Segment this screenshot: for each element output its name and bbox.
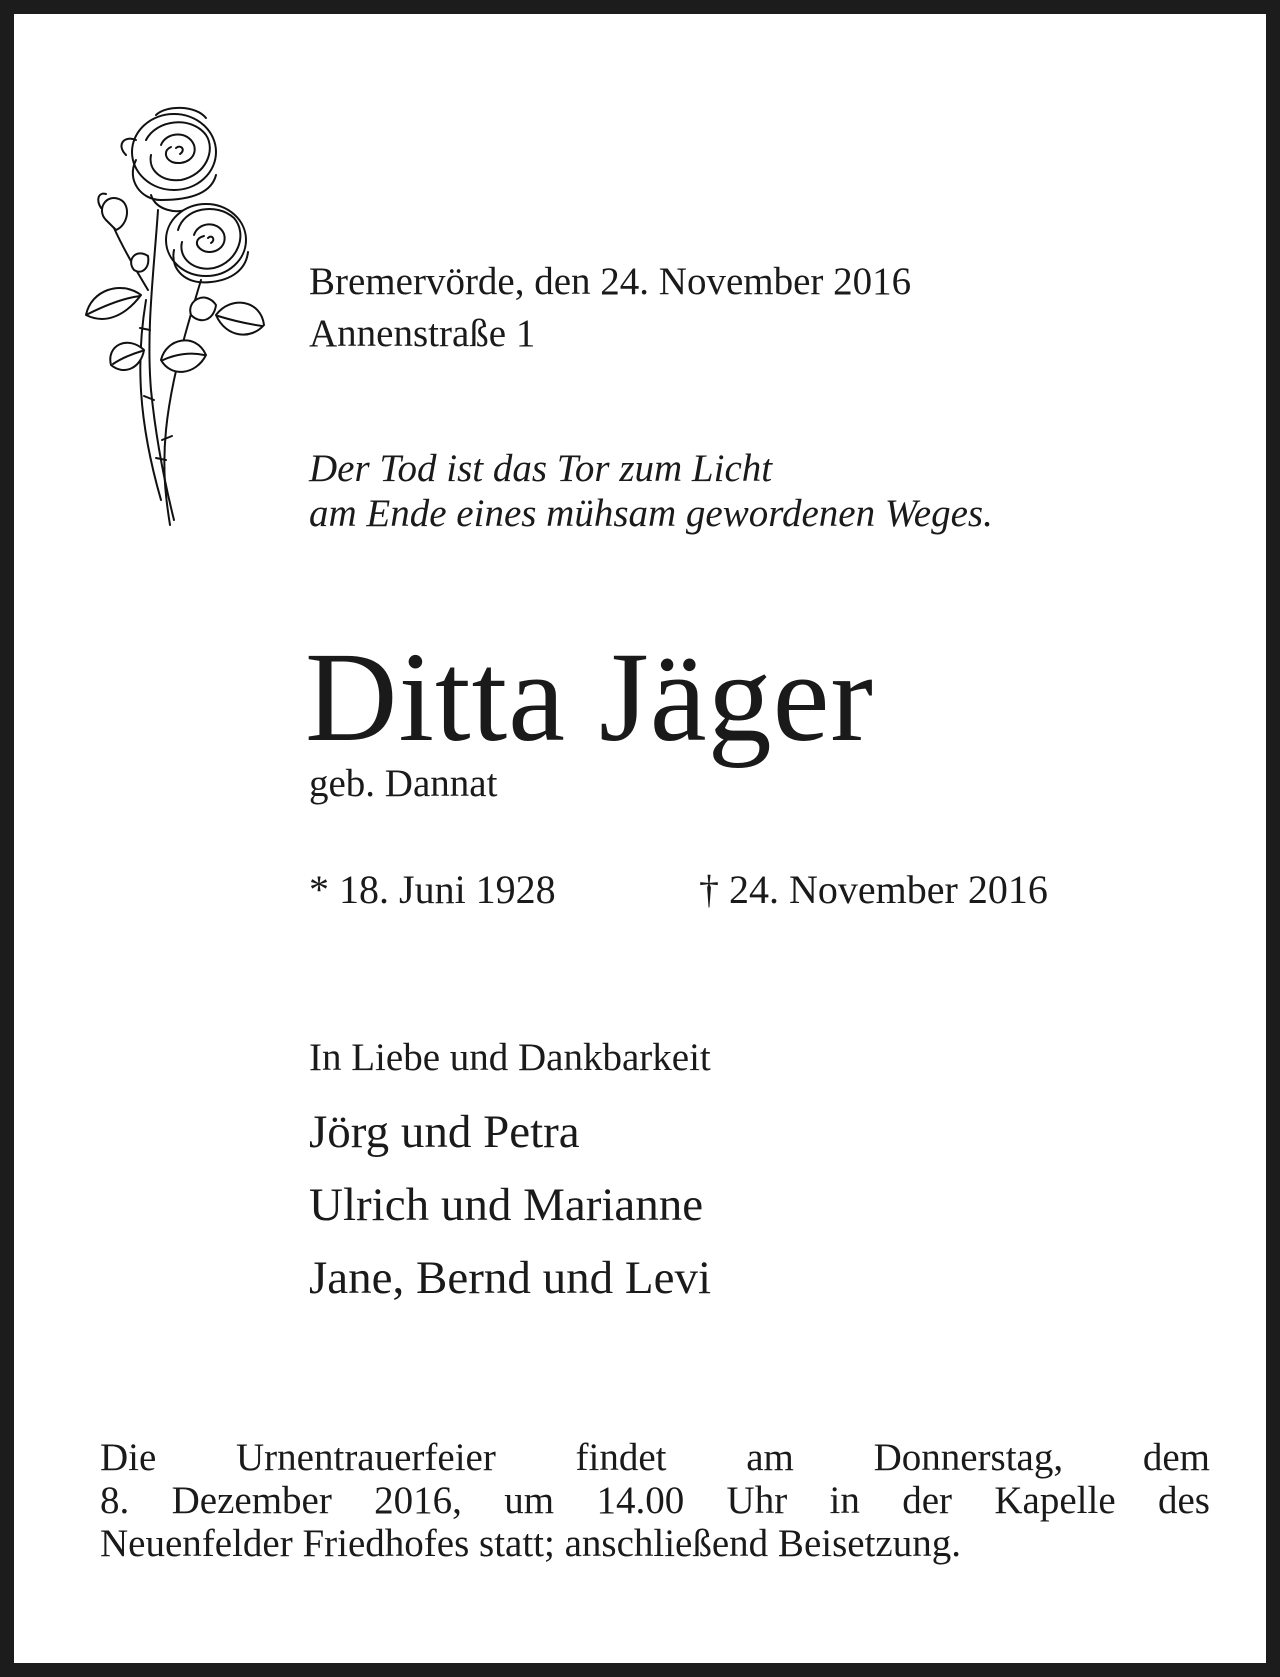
rose-icon (66, 100, 266, 530)
notice-word: in (829, 1479, 860, 1522)
notice-word: Uhr (726, 1479, 788, 1522)
notice-line-1 (100, 1436, 1210, 1479)
notice-word: 14.00 (596, 1479, 685, 1522)
funeral-notice (100, 1436, 1210, 1565)
mourner-name: Jörg und Petra (309, 1106, 580, 1158)
notice-word: Dezember (171, 1479, 332, 1522)
deceased-name: Ditta Jäger (305, 626, 874, 768)
place-date-line: Bremervörde, den 24. November 2016 (309, 260, 912, 303)
death-date: † 24. November 2016 (699, 867, 1048, 912)
place-and-date (309, 256, 911, 360)
quote-line-2: am Ende eines mühsam gewordenen Weges. (309, 492, 993, 535)
notice-word: der (902, 1479, 953, 1522)
birth-date: * 18. Juni 1928 (309, 867, 556, 912)
notice-line-3: Neuenfelder Friedhofes statt; anschließend Beisetzung. (100, 1522, 961, 1565)
life-dates (309, 866, 1209, 914)
notice-word: dem (1142, 1436, 1210, 1479)
notice-word: 2016, (374, 1479, 462, 1522)
notice-line-2 (100, 1479, 1210, 1522)
birth-name: geb. Dannat (309, 762, 498, 805)
mourner-name: Ulrich und Marianne (309, 1179, 704, 1231)
notice-word: des (1158, 1479, 1210, 1522)
notice-word: 8. (100, 1479, 130, 1522)
notice-word: Donnerstag, (873, 1436, 1064, 1479)
mourner-name: Jane, Bernd und Levi (309, 1252, 712, 1304)
mourners-list (309, 1096, 711, 1315)
mourners-intro: In Liebe und Dankbarkeit (309, 1036, 711, 1079)
notice-word: um (504, 1479, 555, 1522)
notice-word: Die (100, 1436, 157, 1479)
notice-word: findet (575, 1436, 667, 1479)
quote (309, 446, 993, 536)
notice-word: Urnentrauerfeier (236, 1436, 496, 1479)
address-line: Annenstraße 1 (309, 312, 536, 355)
notice-word: Kapelle (994, 1479, 1116, 1522)
notice-word: am (746, 1436, 794, 1479)
quote-line-1: Der Tod ist das Tor zum Licht (309, 447, 773, 490)
